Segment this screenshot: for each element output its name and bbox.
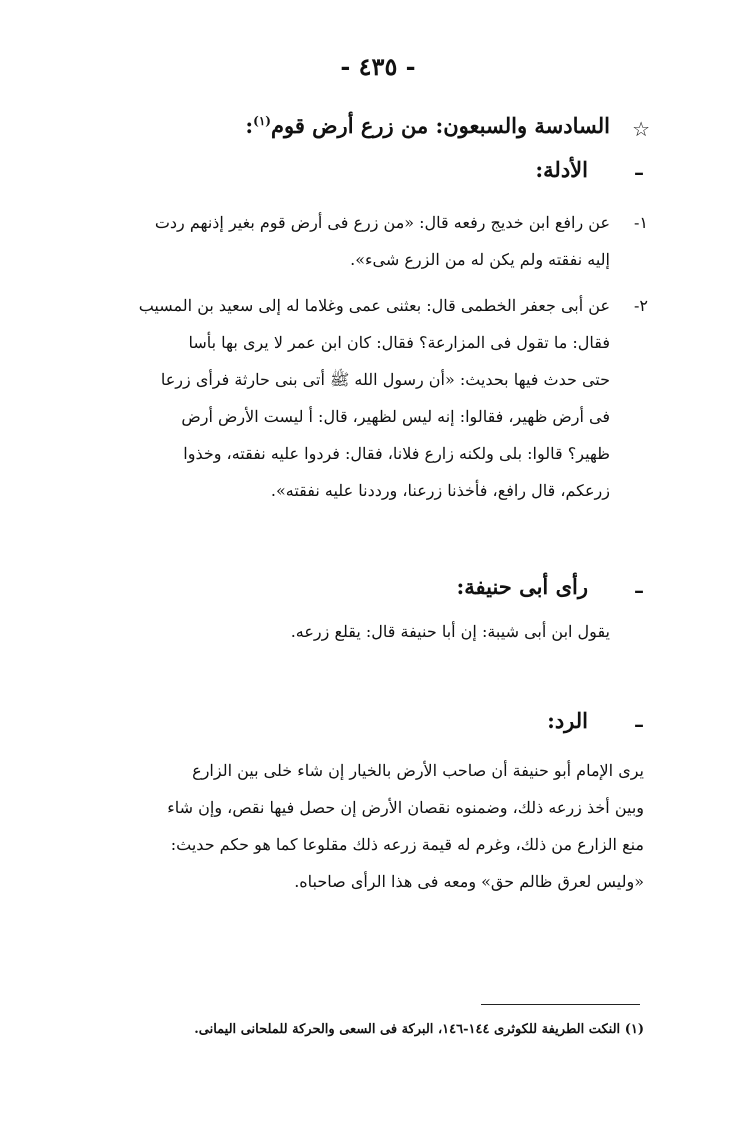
star-icon: ☆ — [632, 117, 650, 141]
text-line: منع الزارع من ذلك، وغرم له قيمة زرعه ذلك مقلوعا كما هو حكم حديث: — [170, 835, 644, 854]
text-line: فى أرض ظهير، فقالوا: إنه ليس لظهير، قال: أ ليست الأرض أرض — [181, 407, 610, 426]
dash-icon: – — [634, 160, 644, 184]
opinion-text — [110, 613, 610, 650]
item-number: ١- — [634, 213, 648, 232]
section-title-suffix: : — [245, 113, 254, 138]
opinion-heading: رأى أبى حنيفة: — [456, 574, 588, 599]
text-line: عن أبى جعفر الخطمى قال: بعثنى عمى وغلاما له إلى سعيد بن المسيب — [138, 296, 610, 315]
evidence-item-2 — [110, 287, 610, 509]
text-line: حتى حدث فيها بحديث: «أن رسول الله ﷺ أتى بنى حارثة فرأى زرعا — [160, 370, 610, 389]
footnote: (١) النكت الطريفة للكوثرى ١٤٤-١٤٦، البركة فى السعى والحركة للملحانى اليمانى. — [194, 1022, 644, 1037]
text-line: «وليس لعرق ظالم حق» ومعه فى هذا الرأى صاحباه. — [294, 872, 644, 891]
text-line: وبين أخذ زرعه ذلك، وضمنوه نقصان الأرض إن حصل فيها نقص، وإن شاء — [167, 798, 644, 817]
text-line: يرى الإمام أبو حنيفة أن صاحب الأرض بالخيار إن شاء خلى بين الزارع — [192, 761, 644, 780]
response-heading: الرد: — [547, 708, 588, 733]
footnote-ref: (١) — [253, 114, 271, 128]
footnote-divider — [481, 1004, 640, 1005]
response-text — [110, 752, 644, 900]
evidence-heading: الأدلة: — [535, 157, 588, 182]
text-line: إليه نفقته ولم يكن له من الزرع شىء». — [350, 250, 610, 269]
item-number: ٢- — [634, 296, 648, 315]
evidence-item-1 — [110, 204, 610, 278]
text-line: فقال: ما تقول فى المزارعة؟ فقال: كان ابن عمر لا يرى بها بأسا — [188, 333, 610, 352]
page-number: - ٤٣٥ - — [340, 52, 416, 81]
section-title-text: السادسة والسبعون: من زرع أرض قوم — [270, 113, 610, 138]
text-line: زرعكم، قال رافع، فأخذنا زرعنا، ورددنا عليه نفقته». — [270, 481, 610, 500]
dash-icon: – — [634, 712, 644, 736]
text-line: عن رافع ابن خديج رفعه قال: «من زرع فى أرض قوم بغير إذنهم ردت — [154, 213, 610, 232]
dash-icon: – — [634, 578, 644, 602]
text-line: ظهير؟ قالوا: بلى ولكنه زارع فلانا، فقال: فردوا عليه نفقته، وخذوا — [183, 444, 610, 463]
text-line: يقول ابن أبى شيبة: إن أبا حنيفة قال: يقلع زرعه. — [290, 622, 610, 641]
section-title — [245, 113, 610, 138]
